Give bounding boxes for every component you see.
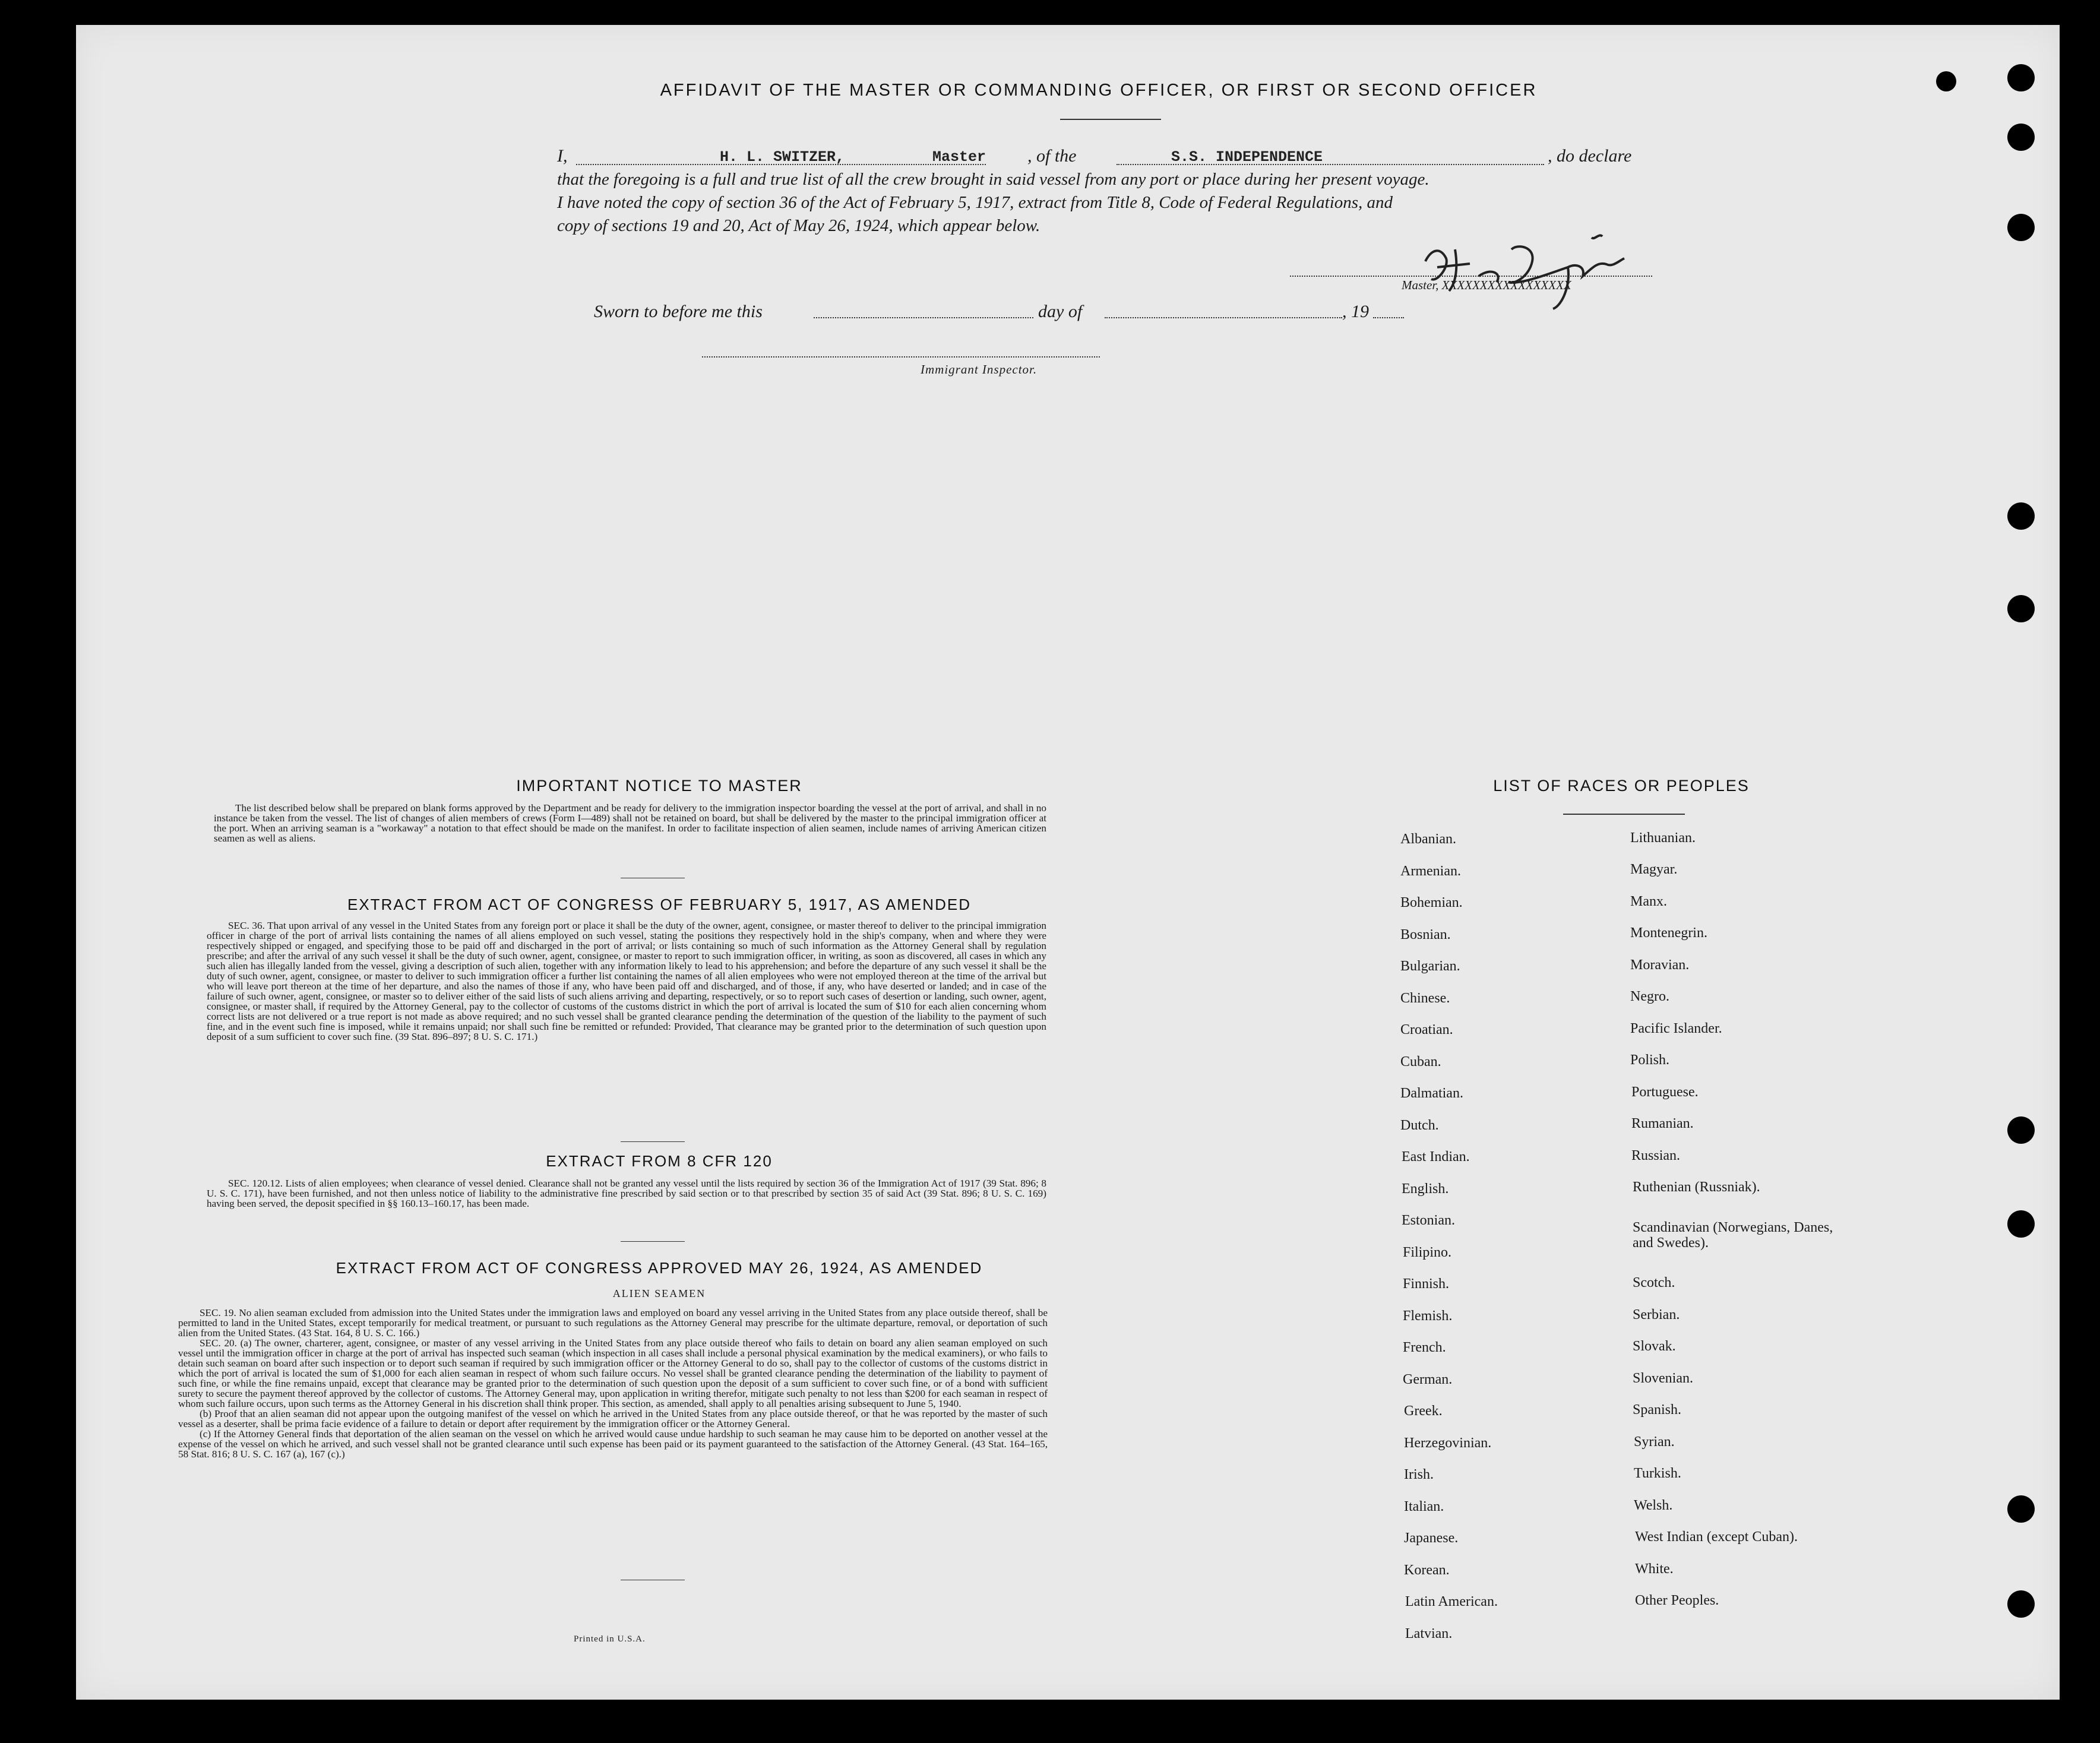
race-item: Other Peoples. (1635, 1593, 1719, 1608)
punch-hole (2007, 64, 2035, 91)
race-item: Portuguese. (1631, 1084, 1699, 1100)
section-divider (621, 1141, 685, 1142)
race-item: Italian. (1404, 1499, 1444, 1514)
punch-hole (2007, 1210, 2035, 1238)
race-item: Filipino. (1403, 1245, 1452, 1260)
race-item: Irish. (1404, 1467, 1434, 1482)
declaration-line-2: that the foregoing is a full and true list of all the crew brought in said vessel from any port or place during her present voyage. (557, 170, 1429, 189)
extract-1917-title: EXTRACT FROM ACT OF CONGRESS OF FEBRUARY 5, 1917, AS AMENDED (347, 896, 971, 913)
extract-cfr-body (207, 1178, 1046, 1209)
race-item: Scotch. (1633, 1275, 1675, 1290)
punch-hole (2007, 1495, 2035, 1523)
sworn-day-blank (814, 317, 1033, 318)
extract-cfr-title: EXTRACT FROM 8 CFR 120 (546, 1152, 773, 1170)
race-item: Montenegrin. (1630, 925, 1707, 941)
race-item: Albanian. (1400, 831, 1456, 847)
title-underline (1060, 119, 1161, 120)
race-item: Greek. (1404, 1403, 1443, 1419)
race-item: Slovak. (1633, 1339, 1676, 1354)
race-item: Polish. (1630, 1052, 1670, 1068)
race-item: West Indian (except Cuban). (1635, 1529, 1798, 1545)
race-item: Syrian. (1634, 1434, 1675, 1450)
race-item: Pacific Islander. (1630, 1021, 1722, 1036)
race-item: Moravian. (1630, 957, 1690, 973)
alien-seamen-subtitle: ALIEN SEAMEN (612, 1288, 706, 1299)
sec-20a-paragraph: SEC. 20. (a) The owner, charterer, agent, consignee, or master of any vessel arriving in the United States from any place outside thereof who fails to detain on board any alien seaman employed on such vessel until the immigration officer in charge at the port of arrival has inspected such seaman (which inspection in all cases shall include a personal physical examination by the medical examiners), or who fails to detain such seaman on board after such inspection or to deport such seaman if required by such immigration officer or the Attorney General to do so, shall pay to the collector of customs of the customs district in which the port of arrival is located the sum of $1,000 for each alien seaman in respect of whom such failure occurs. No vessel shall be granted clearance pending the determination of the liability to payment of such fine, or while the fine remains unpaid, except that clearance may be granted prior to the determination of such question upon the deposit of a sum sufficient to cover such fine, or of a bond with sufficient surety to secure the payment thereof approved by the collector of customs. The Attorney General may, upon application in writing therefor, mitigate such penalty to not less than $200 for each seaman in respect of whom such failure occurs, upon such terms as the Attorney General in his discretion shall think proper. This section, as amended, shall apply to all penalties arising subsequent to June 5, 1940. (178, 1337, 1048, 1409)
sworn-month-blank (1105, 317, 1342, 318)
race-item: Spanish. (1633, 1402, 1682, 1418)
race-item: French. (1403, 1340, 1446, 1355)
race-item: Scandinavian (Norwegians, Danes, and Swedes). (1633, 1220, 1833, 1251)
declaration-line-3: I have noted the copy of section 36 of the Act of February 5, 1917, extract from Title 8, Code of Federal Regulations, and (557, 193, 1393, 212)
sworn-day-of: day of (1038, 302, 1083, 321)
section-divider (621, 1241, 685, 1242)
race-item: English. (1402, 1181, 1449, 1197)
sworn-year-blank (1373, 317, 1404, 318)
extract-1924-title: EXTRACT FROM ACT OF CONGRESS APPROVED MAY 26, 1924, AS AMENDED (336, 1259, 983, 1277)
affidavit-title: AFFIDAVIT OF THE MASTER OR COMMANDING OFFICER, OR FIRST OR SECOND OFFICER (660, 81, 1538, 100)
master-name-typed: H. L. SWITZER, (720, 148, 845, 166)
race-item: Cuban. (1400, 1054, 1441, 1070)
race-item: White. (1635, 1561, 1674, 1577)
signature-caption: Master, XXXXXXXXXXXXXXXXX (1402, 278, 1571, 292)
race-item: Magyar. (1630, 862, 1678, 877)
race-item: Rumanian. (1631, 1116, 1694, 1131)
race-item: Russian. (1631, 1148, 1681, 1163)
race-item: German. (1403, 1372, 1453, 1387)
races-title-underline (1563, 814, 1685, 815)
notice-paragraph: The list described below shall be prepared on blank forms approved by the Department and be ready for delivery to the immigration inspector boarding the vessel at the port of arrival, and shall in no instance be taken from the vessel. The list of changes of alien members of crews (Form I—489) shall not be retained on board, but shall be delivered by the master to the principal immigration officer at the port. When an arriving seaman is a "workaway" a notation to that effect should be made on the manifest. In order to facilitate inspection of alien seamen, include names of arriving American citizen seamen as well as aliens. (214, 802, 1046, 844)
sec-20c-paragraph: (c) If the Attorney General finds that deportation of the alien seaman on the vessel on which he arrived would cause undue hardship to such seaman he may cause him to be deported on another vessel at the expense of the vessel on which he arrived, and such vessel shall not be granted clearance until such expense has been paid or its payment guaranteed to the satisfaction of the Attorney General. (43 Stat. 164–165, 58 Stat. 816; 8 U. S. C. 167 (a), 167 (c).) (178, 1428, 1048, 1460)
race-item: Armenian. (1400, 863, 1461, 879)
declaration-line-4: copy of sections 19 and 20, Act of May 26, 1924, which appear below. (557, 216, 1040, 235)
vessel-name-typed: S.S. INDEPENDENCE (1171, 148, 1323, 166)
race-item: Japanese. (1404, 1530, 1459, 1546)
declaration-prefix: I, (557, 146, 568, 166)
race-item: Welsh. (1634, 1498, 1673, 1513)
notice-title: IMPORTANT NOTICE TO MASTER (516, 777, 802, 795)
race-item: Chinese. (1400, 991, 1450, 1006)
sworn-label: Sworn to before me this (594, 302, 763, 321)
of-the-label: , of the (1027, 146, 1077, 166)
sec-20b-paragraph: (b) Proof that an alien seaman did not appear upon the outgoing manifest of the vessel on which he arrived in the United States from any place outside thereof, or that he was reported by the master of such vessel as a deserter, shall be prima facie evidence of a failure to detain or deport after requirement by the immigration officer or the Attorney General. (178, 1408, 1048, 1429)
extract-1917-body (207, 920, 1046, 1042)
race-item: Slovenian. (1633, 1371, 1693, 1386)
race-item: Negro. (1630, 989, 1669, 1004)
sworn-year: , 19 (1342, 302, 1369, 321)
printed-in-usa: Printed in U.S.A. (574, 1634, 646, 1644)
races-title: LIST OF RACES OR PEOPLES (1493, 777, 1750, 795)
notice-body (214, 803, 1046, 843)
punch-hole (1936, 71, 1956, 91)
extract-cfr-paragraph: SEC. 120.12. Lists of alien employees; when clearance of vessel denied. Clearance shall not be granted any vessel until the lists required by section 36 of the Immigration Act of 1917 (39 Stat. 896; 8 U. S. C. 171), have been furnished, and not then unless notice of liability to the administrative fine prescribed by said section or to that prescribed by section 35 of said Act (39 Stat. 896; 8 U. S. C. 169) having been served, the deposit specified in §§ 160.13–160.17, has been made. (207, 1178, 1046, 1209)
race-item: Flemish. (1403, 1308, 1453, 1324)
extract-1924-body (178, 1308, 1048, 1459)
handwritten-signature (1413, 226, 1639, 315)
punch-hole (2007, 1590, 2035, 1618)
race-item: Turkish. (1634, 1466, 1681, 1481)
race-item: Bohemian. (1400, 895, 1463, 910)
race-item: Latvian. (1405, 1626, 1453, 1641)
punch-hole (2007, 1116, 2035, 1144)
race-item: Ruthenian (Russniak). (1633, 1179, 1760, 1195)
race-item: Croatian. (1400, 1022, 1453, 1037)
extract-1917-paragraph: SEC. 36. That upon arrival of any vessel in the United States from any foreign port or place it shall be the duty of the owner, agent, consignee, or master thereof to deliver to the principal immigration officer in charge of the port of arrival lists containing the names of all aliens employed on such vessel, stating the positions they respectively hold in the ship's company, when and where they were respectively shipped or engaged, and specifying those to be paid off and discharged in the port of arrival; or lists containing so much of such information as the Attorney General shall by regulation prescribe; and after the arrival of any such vessel it shall be the duty of such owner, agent, consignee, or master to report to such immigration officer, in writing, as soon as discovered, all cases in which any such alien has illegally landed from the vessel, giving a description of such alien, together with any information likely to lead to his apprehension; and before the departure of any such vessel it shall be the duty of such owner, agent, consignee, or master to deliver to such immigration officer a further list containing the names of all alien employees who were not employed thereon at the time of the arrival but who will leave port thereon at the time of her departure, and also the names of those if any, who have been paid off and discharged, and of those, if any, who have deserted or landed; and in case of the failure of such owner, agent, consignee, or master so to deliver either of the said lists of such aliens arriving and departing, respectively, or so to report such cases of desertion or landing, such owner, agent, consignee, or master shall, if required by the Attorney General, pay to the collector of customs of the customs district in which the port of arrival is located the sum of $10 for each alien concerning whom correct lists are not delivered or a true report is not made as above required; and no such vessel shall be granted clearance pending the determination of the question of the liability to the payment of such fine, and in the event such fine is imposed, while it remains unpaid; nor shall such fine be remitted or refunded: Provided, That clearance may be granted prior to the determination of such question upon deposit of a sum sufficient to cover such fine. (39 Stat. 896–897; 8 U. S. C. 171.) (207, 920, 1046, 1042)
inspector-signature-line (702, 356, 1100, 358)
master-rank-typed: Master (932, 148, 986, 166)
race-item: Manx. (1630, 894, 1667, 909)
race-item: Dutch. (1400, 1118, 1439, 1133)
race-item: Bulgarian. (1400, 959, 1460, 974)
do-declare-label: , do declare (1548, 146, 1632, 166)
race-item: Herzegovinian. (1404, 1435, 1492, 1451)
inspector-caption: Immigrant Inspector. (921, 362, 1038, 377)
punch-hole (2007, 214, 2035, 241)
race-item: Bosnian. (1400, 927, 1451, 942)
punch-hole (2007, 124, 2035, 151)
punch-hole (2007, 595, 2035, 622)
punch-hole (2007, 502, 2035, 530)
race-item: East Indian. (1402, 1149, 1470, 1165)
race-item: Latin American. (1405, 1594, 1498, 1609)
race-item: Dalmatian. (1400, 1086, 1463, 1101)
race-item: Lithuanian. (1630, 830, 1696, 846)
race-item: Korean. (1404, 1562, 1450, 1578)
race-item: Finnish. (1403, 1276, 1450, 1292)
race-item: Serbian. (1633, 1307, 1680, 1323)
sec-19-paragraph: SEC. 19. No alien seaman excluded from admission into the United States under the immigration laws and employed on board any vessel arriving in the United States from any place outside thereof, shall be permitted to land in the United States, except temporarily for medical treatment, or pursuant to such regulations as the Attorney General may prescribe for the ultimate departure, removal, or deportation of such alien from the United States. (43 Stat. 164, 8 U. S. C. 166.) (178, 1307, 1048, 1339)
race-item: Estonian. (1402, 1213, 1455, 1228)
